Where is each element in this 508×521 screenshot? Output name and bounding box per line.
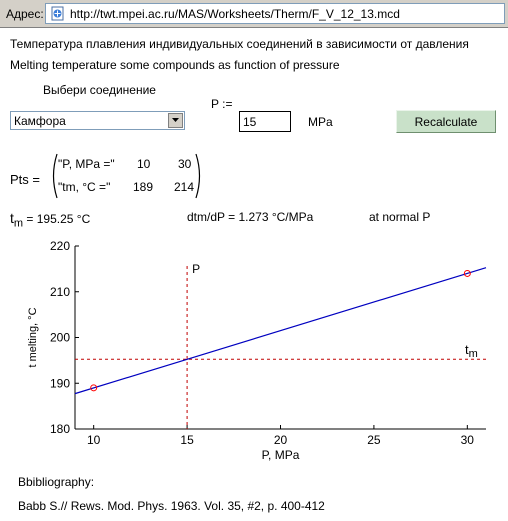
matrix-right-bracket [194,153,204,199]
y-tick-label: 180 [49,422,70,436]
compound-select[interactable] [10,111,185,130]
pts-row1-v2: 30 [178,157,192,171]
y-tick-label: 220 [49,239,70,253]
y-axis-label: t melting, °C [27,307,39,368]
p-unit: MPa [308,115,333,129]
address-url: http://twt.mpei.ac.ru/MAS/Worksheets/Therm/F_V_12_13.mcd [70,7,400,21]
melting-chart [0,235,508,467]
address-bar [0,0,508,28]
x-tick-label: 10 [87,433,101,447]
pts-row1-label: "P, MPa =" [58,157,115,171]
pts-row2-v1: 189 [133,180,154,194]
y-tick-label: 200 [49,330,70,345]
normal-p-note: at normal P [369,210,431,224]
title-en: Melting temperature some compounds as function of pressure [10,58,340,72]
x-axis-label: P, MPa [261,448,300,462]
y-tick-label: 210 [49,284,70,299]
pressure-input[interactable] [239,111,291,132]
select-label: Выбери соединение [43,83,156,97]
dropdown-arrow-button[interactable] [168,113,183,128]
p-label: P := [211,97,233,111]
tm-reference-label: $t_m$ [465,342,478,361]
title-ru: Температура плавления индивидуальных соединений в зависимости от давления [10,37,469,51]
bibliography-ref: Babb S.// Rews. Mod. Phys. 1963. Vol. 35, #2, p. 400-412 [18,499,325,513]
x-tick-label: 20 [273,433,288,447]
y-tick-label: 190 [49,376,70,391]
compound-selected: Камфора [14,114,66,128]
dtm-dp-result: dtm/dP = 1.273 °C/MPa [187,210,314,224]
x-tick-label: 15 [180,433,194,447]
address-input[interactable] [45,3,505,24]
bibliography-label: Bbibliography: [18,475,95,489]
recalculate-button[interactable]: Recalculate [396,110,496,133]
tm-value: = 195.25 °C [23,212,91,226]
tm-subscript: m [13,217,24,230]
pts-row2-v2: 214 [174,180,195,194]
pts-row1-v1: 10 [137,157,151,171]
chevron-down-icon [172,118,179,123]
pressure-reference-label: P [192,262,201,276]
fit-line [75,268,486,394]
pts-label: Pts = [10,172,40,187]
page-icon [50,6,65,21]
address-label: Адрес: [6,7,44,21]
tm-result [10,210,90,229]
pts-row2-label: "tm, °C =" [58,180,111,194]
tm-reference-subscript: m [468,348,478,361]
tm-symbol: t [10,210,14,226]
x-tick-label: 30 [460,433,474,447]
x-tick-label: 25 [367,433,381,447]
